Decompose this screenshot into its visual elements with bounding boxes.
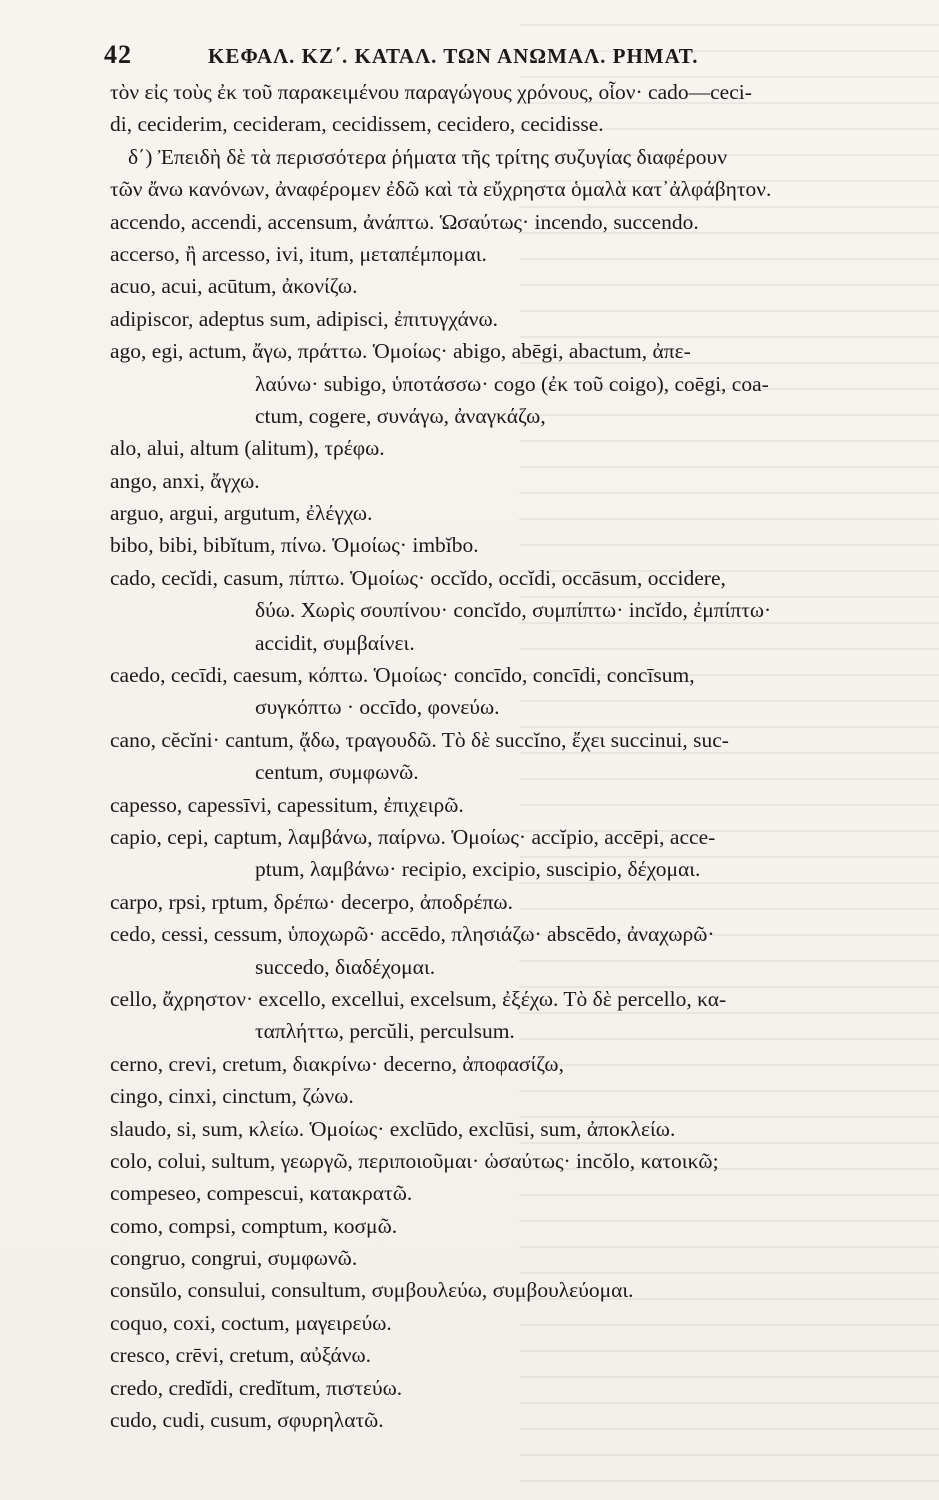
verb-entry: capio, cepi, captum, λαμβάνω, παίρνω. Ὁμοίως· accĭpio, accēpi, acce- (110, 824, 716, 849)
verb-entry: cerno, crevi, cretum, διακρίνω· decerno, ἀποφασίζω, (110, 1051, 564, 1076)
verb-entry: credo, credĭdi, credĭtum, πιστεύω. (110, 1375, 403, 1400)
verb-entry: coquo, coxi, coctum, μαγειρεύω. (110, 1310, 392, 1335)
verb-entry: cello, ἄχρηστον· excello, excellui, excelsum, ἐξέχω. Τὸ δὲ percello, κα- (110, 986, 727, 1011)
verb-entry: arguo, argui, argutum, ἐλέγχω. (110, 501, 373, 526)
verb-entry: compeseo, compescui, κατακρατῶ. (110, 1181, 413, 1206)
verb-entry: colo, colui, sultum, γεωργῶ, περιποιοῦμαι· ὡσαύτως· incŏlo, κατοικῶ; (110, 1148, 719, 1173)
verb-entry: ago, egi, actum, ἄγω, πράττω. Ὁμοίως· abigo, abēgi, abactum, ἀπε- (110, 339, 691, 364)
verb-entry: cudo, cudi, cusum, σφυρηλατῶ. (110, 1408, 384, 1433)
verb-entry: bibo, bibi, bibĭtum, πίνω. Ὁμοίως· imbĭbo. (110, 533, 479, 558)
verb-entry: alo, alui, altum (alitum), τρέφω. (110, 436, 385, 461)
page-number: 42 (104, 40, 132, 69)
verb-entry: caedo, cecīdi, caesum, κόπτω. Ὁμοίως· concīdo, concīdi, concīsum, (110, 663, 695, 688)
page-header (104, 40, 804, 74)
verb-entry: como, compsi, comptum, κοσμῶ. (110, 1213, 398, 1238)
verb-entry: cado, cecĭdi, casum, πίπτω. Ὁμοίως· occĭdo, occĭdi, occāsum, occidere, (110, 565, 726, 590)
verb-entry: consŭlo, consului, consultum, συμβουλεύω, συμβουλεύομαι. (110, 1278, 634, 1303)
verb-entry-continuation: δύω. Χωρὶς σουπίνου· concĭdo, συμπίπτω· incĭdo, ἐμπίπτω· (255, 598, 772, 623)
verb-entry-continuation: centum, συμφωνῶ. (255, 760, 419, 785)
verb-entry: carpo, rpsi, rptum, δρέπω· decerpo, ἀποδρέπω. (110, 889, 513, 914)
text-line: di, ceciderim, cecideram, cecidissem, cecidero, cecidisse. (110, 112, 604, 137)
verb-entry-continuation: ctum, cogere, συνάγω, ἀναγκάζω, (255, 403, 546, 428)
verb-entry-continuation: ptum, λαμβάνω· recipio, excipio, suscipio, δέχομαι. (255, 857, 701, 882)
verb-entry: accendo, accendi, accensum, ἀνάπτω. Ὡσαύτως· incendo, succendo. (110, 209, 699, 234)
verb-entry: adipiscor, adeptus sum, adipisci, ἐπιτυγχάνω. (110, 306, 498, 331)
verb-entry: cano, cĕcĭni· cantum, ᾄδω, τραγουδῶ. Τὸ δὲ succĭno, ἔχει succinui, suc- (110, 727, 729, 752)
verb-entry: congruo, congrui, συμφωνῶ. (110, 1246, 358, 1271)
verb-entry: cresco, crēvi, cretum, αὐξάνω. (110, 1343, 372, 1368)
text-line: δ΄) Ἐπειδὴ δὲ τὰ περισσότερα ῥήματα τῆς τρίτης συζυγίας διαφέρουν (128, 144, 727, 169)
verb-entry-continuation: συγκόπτω · occīdo, φονεύω. (255, 695, 500, 720)
verb-entry: capesso, capessīvi, capessitum, ἐπιχειρῶ. (110, 792, 464, 817)
verb-list (110, 76, 920, 1436)
verb-entry-continuation: ταπλήττω, percŭli, perculsum. (255, 1019, 515, 1044)
verb-entry: acuo, acui, acūtum, ἀκονίζω. (110, 274, 358, 299)
verb-entry-continuation: λαύνω· subigo, ὑποτάσσω· cogo (ἐκ τοῦ coigo), coēgi, coa- (255, 371, 769, 396)
running-head: ΚΕΦΑΛ. ΚΖ΄. ΚΑΤΑΛ. ΤΩΝ ΑΝΩΜΑΛ. ΡΗΜΑΤ. (208, 44, 699, 68)
text-line: τὸν εἰς τοὺς ἐκ τοῦ παρακειμένου παραγώγους χρόνους, οἷον· cado—ceci- (110, 80, 752, 104)
verb-entry: cingo, cinxi, cinctum, ζώνω. (110, 1084, 354, 1109)
verb-entry-continuation: succedo, διαδέχομαι. (255, 954, 436, 979)
verb-entry: slaudo, si, sum, κλείω. Ὁμοίως· exclūdo, exclūsi, sum, ἀποκλείω. (110, 1116, 676, 1141)
verb-entry: cedo, cessi, cessum, ὑποχωρῶ· accēdo, πλησιάζω· abscēdo, ἀναχωρῶ· (110, 922, 715, 947)
verb-entry-continuation: accidit, συμβαίνει. (255, 630, 415, 655)
text-line: τῶν ἄνω κανόνων, ἀναφέρομεν ἐδῶ καὶ τὰ εὔχρηστα ὁμαλὰ κατ᾽ἀλφάβητον. (110, 177, 772, 202)
verb-entry: accerso, ἢ arcesso, ivi, itum, μεταπέμπομαι. (110, 241, 487, 266)
verb-entry: ango, anxi, ἄγχω. (110, 468, 260, 493)
